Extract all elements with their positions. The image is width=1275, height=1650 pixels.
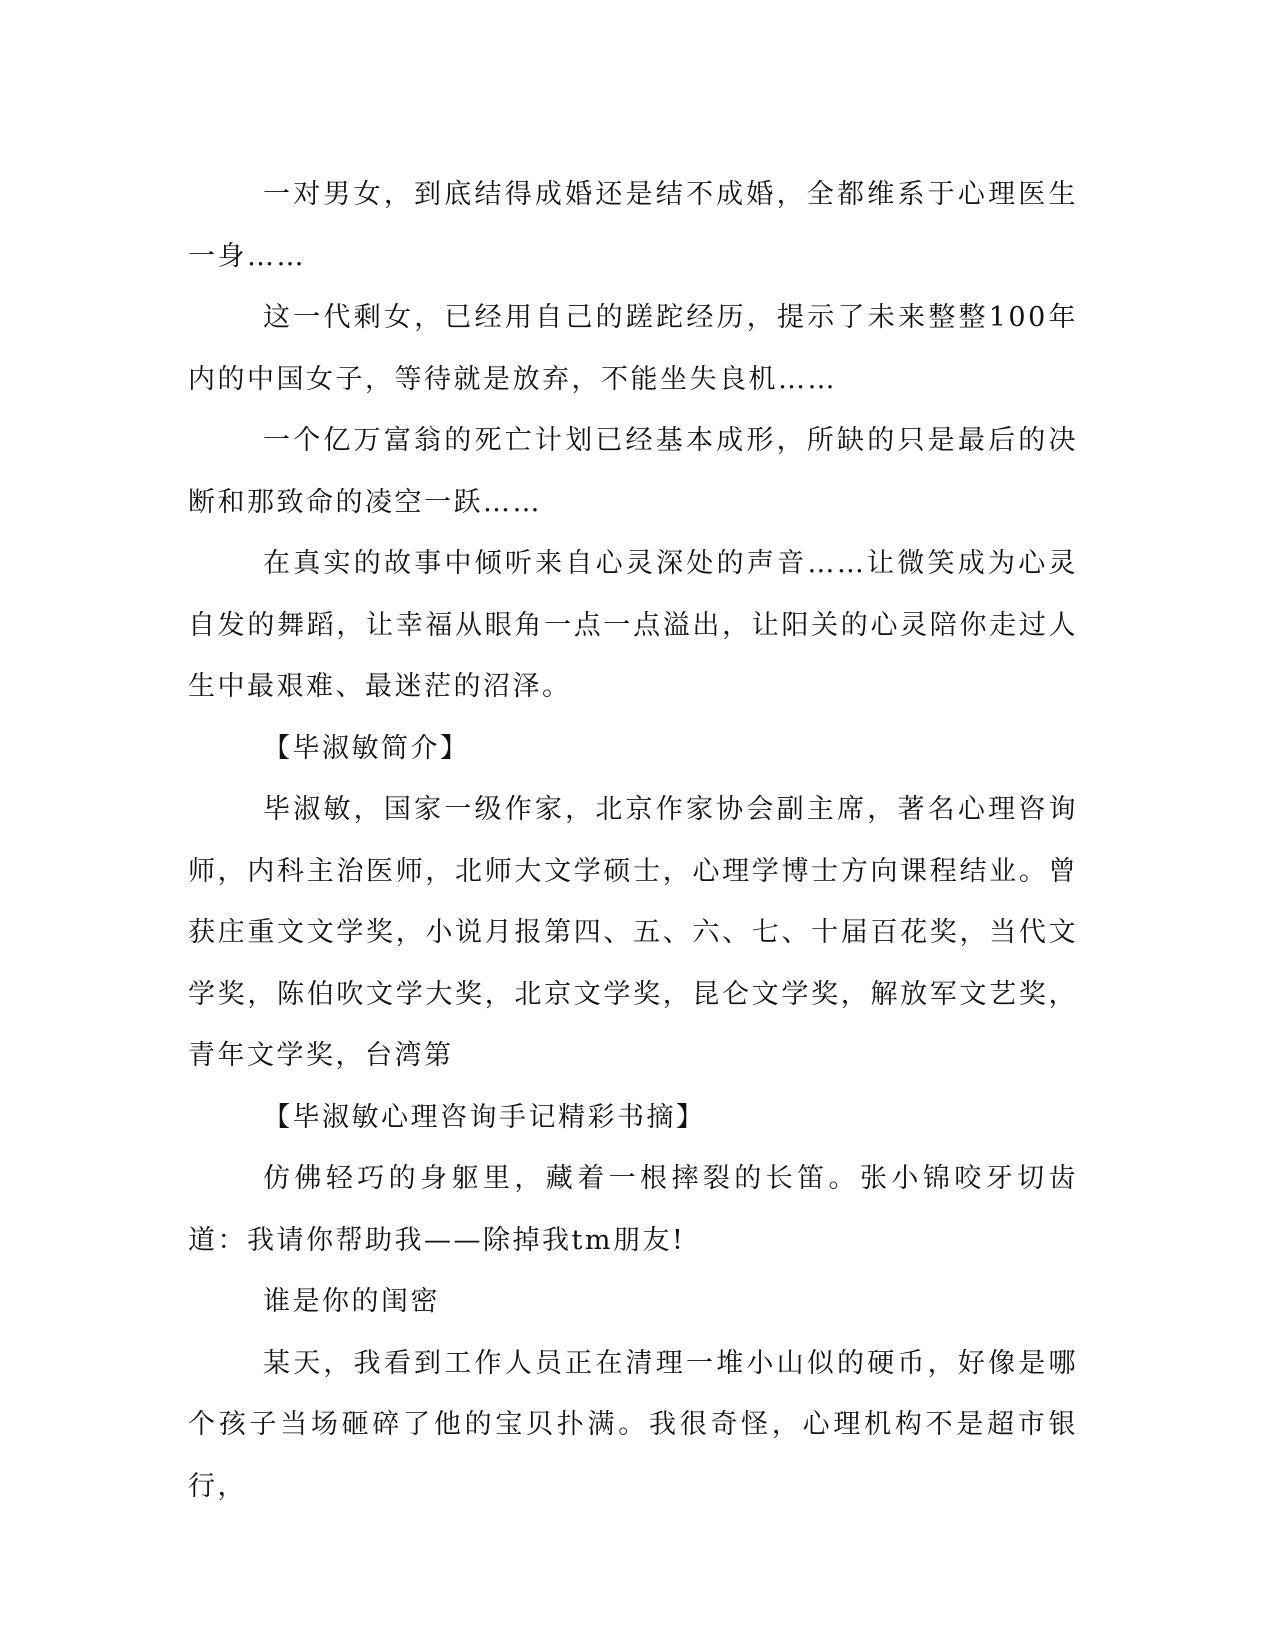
paragraph-inner-voice: 在真实的故事中倾听来自心灵深处的声音……让微笑成为心灵自发的舞蹈，让幸福从眼角一点一点溢出，让阳关的心灵陪你走过人生中最艰难、最迷茫的沼泽。 — [188, 548, 1078, 702]
heading-author-intro: 【毕淑敏简介】 — [263, 732, 470, 764]
paragraph-billionaire-plan: 一个亿万富翁的死亡计划已经基本成形，所缺的只是最后的决断和那致命的凌空一跃…… — [188, 425, 1078, 518]
heading-book-excerpt: 【毕淑敏心理咨询手记精彩书摘】 — [263, 1101, 706, 1133]
paragraph-leftover-women: 这一代剩女，已经用自己的蹉跎经历，提示了未来整整100年内的中国女子，等待就是放弃，不能坐失良机…… — [188, 302, 1078, 395]
paragraph-author-bio: 毕淑敏，国家一级作家，北京作家协会副主席，著名心理咨询师，内科主治医师，北师大文学硕士，心理学博士方向课程结业。曾获庄重文文学奖，小说月报第四、五、六、七、十届百花奖，当代文学奖，陈伯吹文学大奖，北京文学奖，昆仑文学奖，解放军文艺奖，青年文学奖，台湾第 — [188, 794, 1078, 1071]
paragraph-coins: 某天，我看到工作人员正在清理一堆小山似的硬币，好像是哪个孩子当场砸碎了他的宝贝扑满。我很奇怪，心理机构不是超市银行， — [188, 1347, 1078, 1502]
paragraph-flute-excerpt: 仿佛轻巧的身躯里，藏着一根摔裂的长笛。张小锦咬牙切齿道：我请你帮助我——除掉我tm朋友! — [188, 1163, 1078, 1256]
paragraph-couple-marriage: 一对男女，到底结得成婚还是结不成婚，全都维系于心理医生一身…… — [188, 179, 1078, 272]
subheading-best-friend: 谁是你的闺密 — [263, 1286, 440, 1317]
document-body — [188, 164, 1078, 1517]
